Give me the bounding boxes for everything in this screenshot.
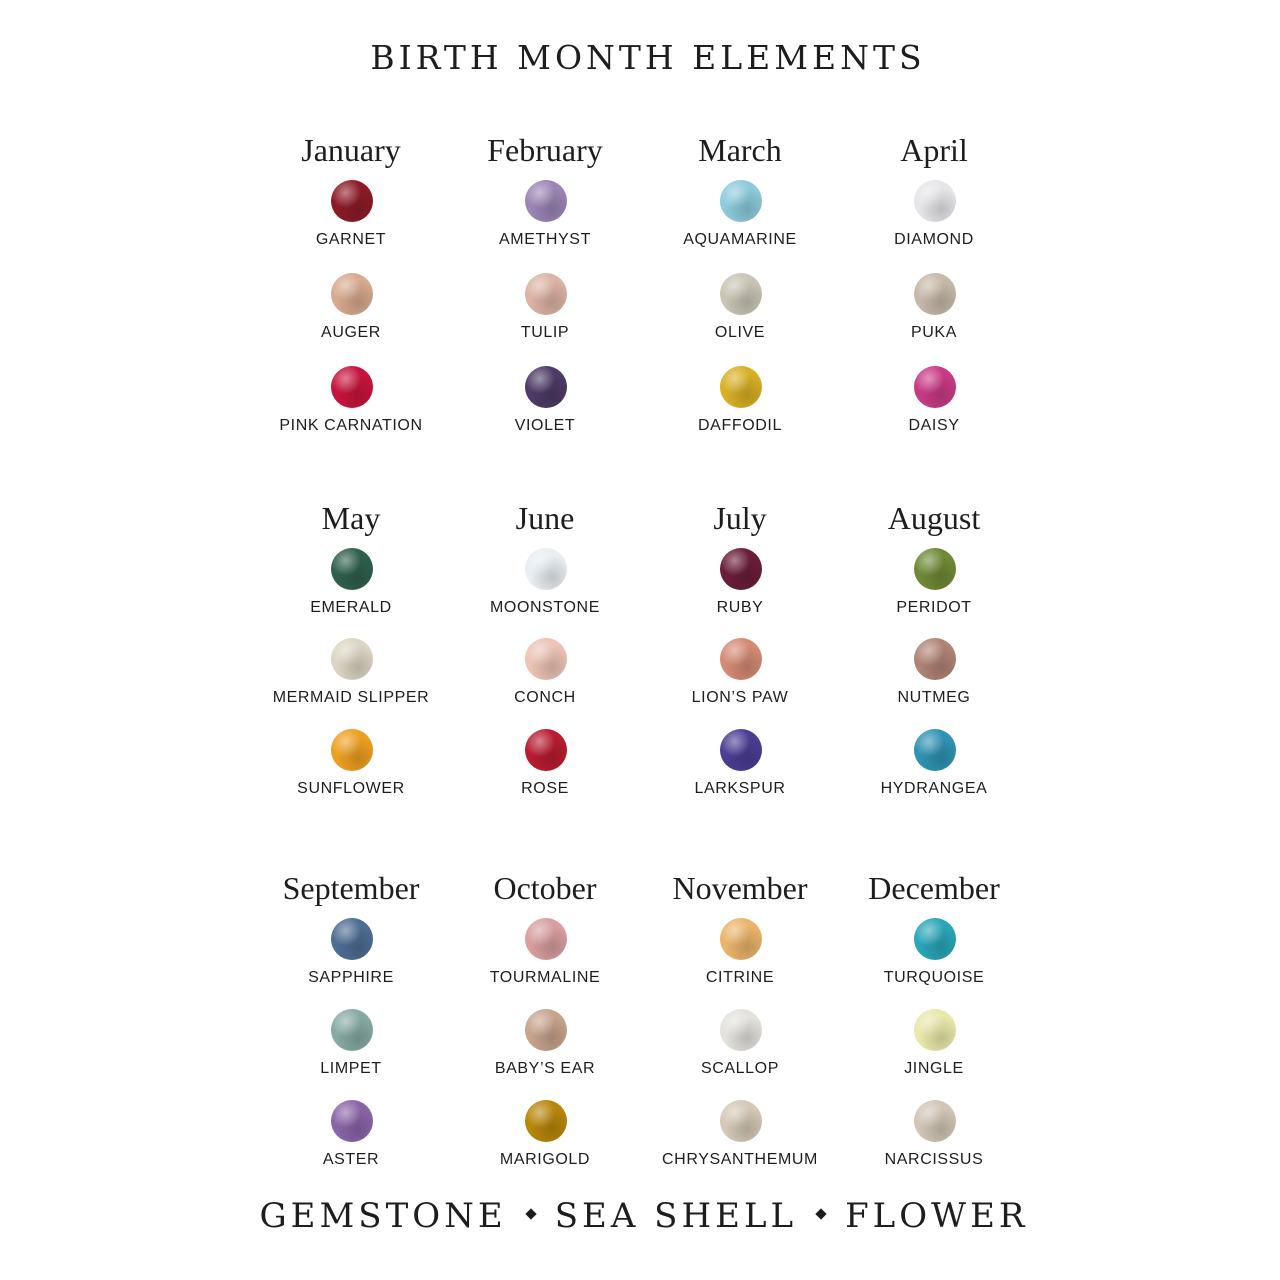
sea-shell-label: LION’S PAW <box>691 689 789 706</box>
flower-label: VIOLET <box>514 417 576 434</box>
sea-shell-label: SCALLOP <box>700 1060 779 1077</box>
month-block-july <box>640 500 840 848</box>
gemstone-swatch <box>914 180 956 222</box>
sea-shell-swatch <box>914 638 956 680</box>
gemstone-swatch <box>525 918 567 960</box>
month-name: October <box>493 870 597 906</box>
flower-swatch <box>914 729 956 771</box>
flower-item <box>834 1100 1034 1172</box>
sea-shell-label: CONCH <box>514 689 576 706</box>
gemstone-item <box>445 548 645 620</box>
gemstone-label: GARNET <box>315 231 387 248</box>
sea-shell-item <box>834 273 1034 345</box>
flower-label: ROSE <box>521 780 569 797</box>
gemstone-item <box>251 548 451 620</box>
flower-item <box>251 366 451 438</box>
gemstone-item <box>251 180 451 252</box>
flower-item <box>640 729 840 801</box>
flower-label: DAISY <box>908 417 960 434</box>
flower-swatch <box>331 366 373 408</box>
sea-shell-label: MERMAID SLIPPER <box>272 689 430 706</box>
month-name: May <box>321 500 381 536</box>
flower-item <box>251 1100 451 1172</box>
month-block-may <box>251 500 451 848</box>
sea-shell-label: NUTMEG <box>897 689 971 706</box>
gemstone-label: AQUAMARINE <box>683 231 797 248</box>
flower-item <box>834 366 1034 438</box>
sea-shell-swatch <box>720 638 762 680</box>
flower-item <box>640 366 840 438</box>
gemstone-label: CITRINE <box>705 969 775 986</box>
gemstone-label: PERIDOT <box>896 599 972 616</box>
sea-shell-swatch <box>525 638 567 680</box>
month-block-december <box>834 870 1034 1218</box>
month-block-march <box>640 132 840 480</box>
sea-shell-label: TULIP <box>520 324 570 341</box>
flower-item <box>445 1100 645 1172</box>
sea-shell-item <box>640 1009 840 1081</box>
month-block-february <box>445 132 645 480</box>
flower-label: NARCISSUS <box>884 1151 984 1168</box>
month-block-november <box>640 870 840 1218</box>
month-name: February <box>487 132 603 168</box>
flower-label: CHRYSANTHEMUM <box>662 1151 818 1168</box>
sea-shell-item <box>251 1009 451 1081</box>
sea-shell-swatch <box>720 273 762 315</box>
gemstone-swatch <box>720 180 762 222</box>
gemstone-swatch <box>331 918 373 960</box>
gemstone-item <box>640 548 840 620</box>
month-name: August <box>887 500 981 536</box>
flower-swatch <box>525 1100 567 1142</box>
sea-shell-swatch <box>331 638 373 680</box>
sea-shell-item <box>834 1009 1034 1081</box>
flower-swatch <box>331 729 373 771</box>
sea-shell-swatch <box>720 1009 762 1051</box>
sea-shell-swatch <box>525 1009 567 1051</box>
sea-shell-item <box>640 638 840 710</box>
flower-item <box>445 729 645 801</box>
flower-swatch <box>720 366 762 408</box>
flower-label: MARIGOLD <box>499 1151 591 1168</box>
month-name: September <box>282 870 420 906</box>
month-block-september <box>251 870 451 1218</box>
gemstone-item <box>445 180 645 252</box>
footer-flower: FLOWER <box>845 1196 1029 1236</box>
flower-swatch <box>914 366 956 408</box>
footer-legend <box>0 1196 1280 1236</box>
gemstone-label: DIAMOND <box>894 231 974 248</box>
sea-shell-swatch <box>914 273 956 315</box>
month-name: December <box>868 870 1000 906</box>
gemstone-item <box>445 918 645 990</box>
gemstone-label: EMERALD <box>310 599 392 616</box>
gemstone-item <box>640 918 840 990</box>
sea-shell-label: OLIVE <box>714 324 766 341</box>
sea-shell-swatch <box>525 273 567 315</box>
sea-shell-item <box>445 638 645 710</box>
gemstone-item <box>834 548 1034 620</box>
gemstone-swatch <box>331 180 373 222</box>
flower-swatch <box>525 366 567 408</box>
month-block-april <box>834 132 1034 480</box>
gemstone-swatch <box>525 548 567 590</box>
gemstone-swatch <box>331 548 373 590</box>
sea-shell-label: BABY’S EAR <box>494 1060 596 1077</box>
month-name: November <box>672 870 808 906</box>
month-name: July <box>713 500 767 536</box>
gemstone-swatch <box>525 180 567 222</box>
sea-shell-label: JINGLE <box>904 1060 964 1077</box>
gemstone-label: MOONSTONE <box>489 599 600 616</box>
month-name: April <box>900 132 968 168</box>
sea-shell-item <box>251 638 451 710</box>
flower-label: DAFFODIL <box>698 417 782 434</box>
gemstone-label: TURQUOISE <box>883 969 985 986</box>
sea-shell-item <box>445 273 645 345</box>
page-title: BIRTH MONTH ELEMENTS <box>370 38 926 77</box>
sea-shell-item <box>640 273 840 345</box>
flower-label: HYDRANGEA <box>880 780 988 797</box>
gemstone-swatch <box>720 918 762 960</box>
gemstone-swatch <box>720 548 762 590</box>
footer-sea-shell: SEA SHELL <box>554 1196 798 1236</box>
sea-shell-swatch <box>331 1009 373 1051</box>
month-block-january <box>251 132 451 480</box>
gemstone-swatch <box>914 548 956 590</box>
sea-shell-item <box>834 638 1034 710</box>
sea-shell-swatch <box>914 1009 956 1051</box>
gemstone-label: AMETHYST <box>499 231 591 248</box>
month-name: March <box>698 132 782 168</box>
month-block-august <box>834 500 1034 848</box>
flower-item <box>640 1100 840 1172</box>
flower-swatch <box>331 1100 373 1142</box>
sea-shell-label: LIMPET <box>320 1060 382 1077</box>
gemstone-item <box>834 918 1034 990</box>
flower-label: LARKSPUR <box>694 780 786 797</box>
flower-label: ASTER <box>322 1151 380 1168</box>
gemstone-swatch <box>914 918 956 960</box>
flower-swatch <box>525 729 567 771</box>
flower-item <box>834 729 1034 801</box>
footer-gemstone: GEMSTONE <box>259 1196 507 1236</box>
flower-item <box>251 729 451 801</box>
sea-shell-item <box>445 1009 645 1081</box>
gemstone-item <box>834 180 1034 252</box>
flower-swatch <box>720 729 762 771</box>
flower-item <box>445 366 645 438</box>
sea-shell-item <box>251 273 451 345</box>
flower-swatch <box>914 1100 956 1142</box>
sea-shell-label: AUGER <box>321 324 381 341</box>
gemstone-label: RUBY <box>716 599 764 616</box>
flower-label: PINK CARNATION <box>279 417 423 434</box>
diamond-separator-icon <box>815 1208 826 1219</box>
gemstone-label: SAPPHIRE <box>308 969 394 986</box>
month-name: June <box>515 500 575 536</box>
month-block-october <box>445 870 645 1218</box>
gemstone-item <box>640 180 840 252</box>
sea-shell-label: PUKA <box>911 324 957 341</box>
sea-shell-swatch <box>331 273 373 315</box>
flower-label: SUNFLOWER <box>297 780 405 797</box>
gemstone-label: TOURMALINE <box>489 969 601 986</box>
month-name: January <box>301 132 401 168</box>
diamond-separator-icon <box>525 1208 536 1219</box>
gemstone-item <box>251 918 451 990</box>
month-block-june <box>445 500 645 848</box>
flower-swatch <box>720 1100 762 1142</box>
